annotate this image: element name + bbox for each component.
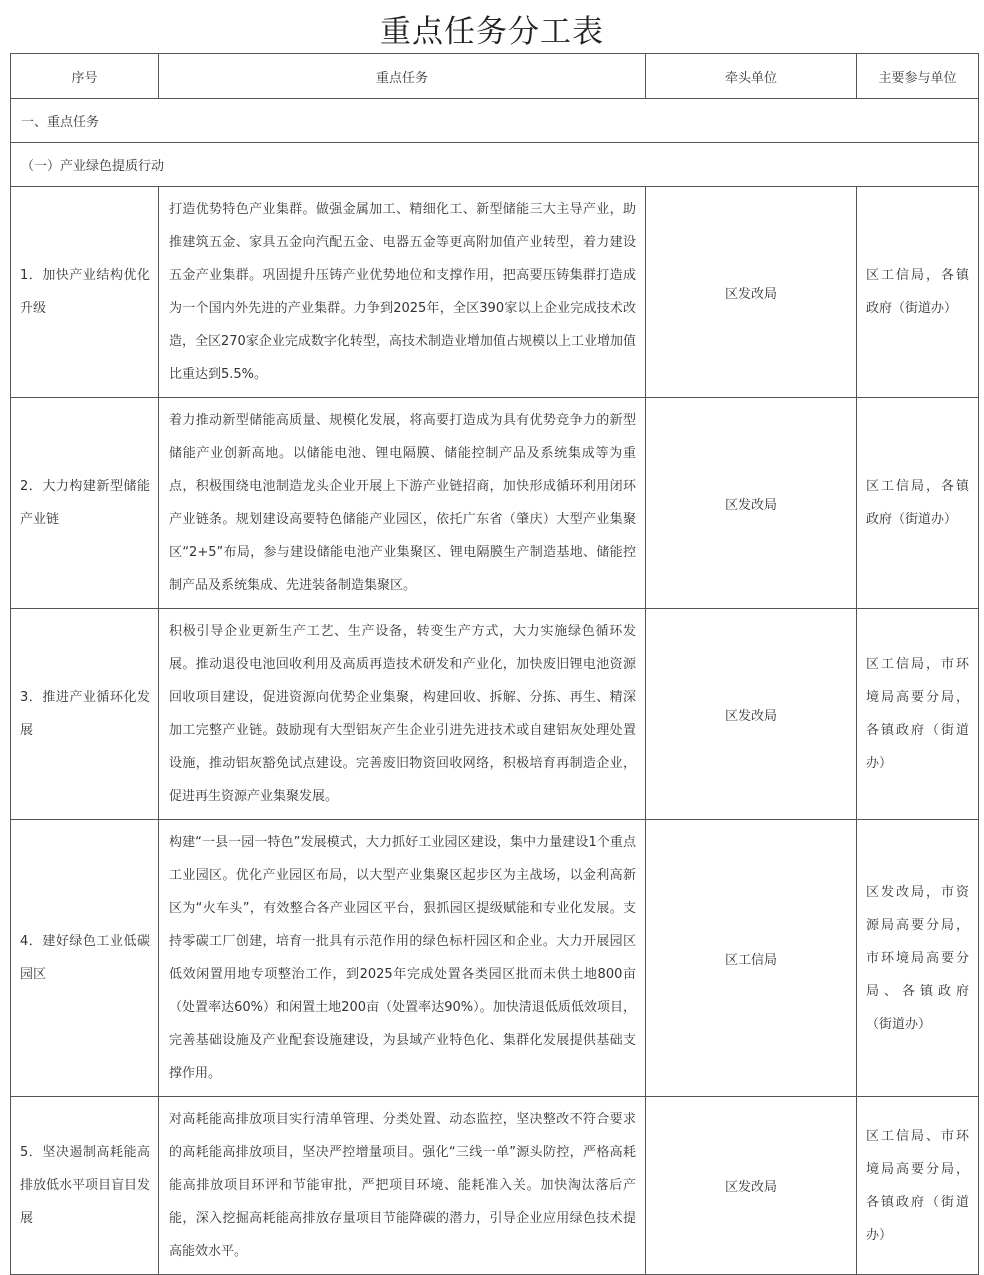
page-title: 重点任务分工表: [380, 14, 604, 50]
row-participants: 区工信局，各镇政府（街道办）: [857, 398, 979, 609]
header-participants: 主要参与单位: [857, 54, 979, 99]
table-row: [11, 398, 979, 609]
row-seq: 1．加快产业结构优化升级: [11, 187, 159, 398]
row-seq: 2．大力构建新型储能产业链: [11, 398, 159, 609]
row-content: 着力推动新型储能高质量、规模化发展，将高要打造成为具有优势竞争力的新型储能产业创新高地。以储能电池、锂电隔膜、储能控制产品及系统集成等为重点，积极围绕电池制造龙头企业开展上下游产业链招商，加快形成循环利用闭环产业链条。规划建设高要特色储能产业园区，依托广东省（肇庆）大型产业集聚区“2+5”布局，参与建设储能电池产业集聚区、锂电隔膜生产制造基地、储能控制产品及系统集成、先进装备制造集聚区。: [159, 398, 646, 609]
row-content: 打造优势特色产业集群。做强金属加工、精细化工、新型储能三大主导产业，助推建筑五金、家具五金向汽配五金、电器五金等更高附加值产业转型，着力建设五金产业集群。巩固提升压铸产业优势地位和支撑作用，把高要压铸集群打造成为一个国内外先进的产业集群。力争到2025年，全区390家以上企业完成技术改造，全区270家企业完成数字化转型，高技术制造业增加值占规模以上工业增加值比重达到5.5%。: [159, 187, 646, 398]
row-lead: 区工信局: [646, 820, 857, 1097]
table-row: [11, 1097, 979, 1275]
row-participants: 区工信局，市环境局高要分局，各镇政府（街道办）: [857, 609, 979, 820]
table-row: [11, 609, 979, 820]
row-seq: 3．推进产业循环化发展: [11, 609, 159, 820]
row-participants: 区工信局，各镇政府（街道办）: [857, 187, 979, 398]
table-row: [11, 820, 979, 1097]
row-lead: 区发改局: [646, 187, 857, 398]
task-division-table: [10, 53, 979, 1275]
header-lead: 牵头单位: [646, 54, 857, 99]
row-content: 对高耗能高排放项目实行清单管理、分类处置、动态监控，坚决整改不符合要求的高耗能高排放项目，坚决严控增量项目。强化“三线一单”源头防控，严格高耗能高排放项目环评和节能审批，严把项目环境、能耗准入关。加快淘汰落后产能，深入挖掘高耗能高排放存量项目节能降碳的潜力，引导企业应用绿色技术提高能效水平。: [159, 1097, 646, 1275]
row-seq: 5．坚决遏制高耗能高排放低水平项目盲目发展: [11, 1097, 159, 1275]
row-participants: 区发改局，市资源局高要分局，市环境局高要分局、各镇政府（街道办）: [857, 820, 979, 1097]
row-content: 积极引导企业更新生产工艺、生产设备，转变生产方式，大力实施绿色循环发展。推动退役电池回收利用及高质再造技术研发和产业化，加快废旧锂电池资源回收项目建设，促进资源向优势企业集聚，构建回收、拆解、分拣、再生、精深加工完整产业链。鼓励现有大型铝灰产生企业引进先进技术或自建铝灰处理处置设施，推动铝灰豁免试点建设。完善废旧物资回收网络，积极培育再制造企业，促进再生资源产业集聚发展。: [159, 609, 646, 820]
section-heading: 一、重点任务: [11, 99, 979, 143]
table-header-row: [11, 54, 979, 99]
row-content: 构建“一县一园一特色”发展模式，大力抓好工业园区建设，集中力量建设1个重点工业园区。优化产业园区布局，以大型产业集聚区起步区为主战场，以金利高新区为“火车头”，有效整合各产业园区平台，狠抓园区提级赋能和专业化发展。支持零碳工厂创建，培育一批具有示范作用的绿色标杆园区和企业。大力开展园区低效闲置用地专项整治工作，到2025年完成处置各类园区批而未供土地800亩（处置率达60%）和闲置土地200亩（处置率达90%）。加快清退低质低效项目，完善基础设施及产业配套设施建设，为县域产业特色化、集群化发展提供基础支撑作用。: [159, 820, 646, 1097]
subsection-heading: （一）产业绿色提质行动: [11, 143, 979, 187]
header-seq: 序号: [11, 54, 159, 99]
row-participants: 区工信局、市环境局高要分局，各镇政府（街道办）: [857, 1097, 979, 1275]
header-task: 重点任务: [159, 54, 646, 99]
row-seq: 4．建好绿色工业低碳园区: [11, 820, 159, 1097]
subsection-row: [11, 143, 979, 187]
table-row: [11, 187, 979, 398]
section-row: [11, 99, 979, 143]
row-lead: 区发改局: [646, 609, 857, 820]
row-lead: 区发改局: [646, 398, 857, 609]
row-lead: 区发改局: [646, 1097, 857, 1275]
